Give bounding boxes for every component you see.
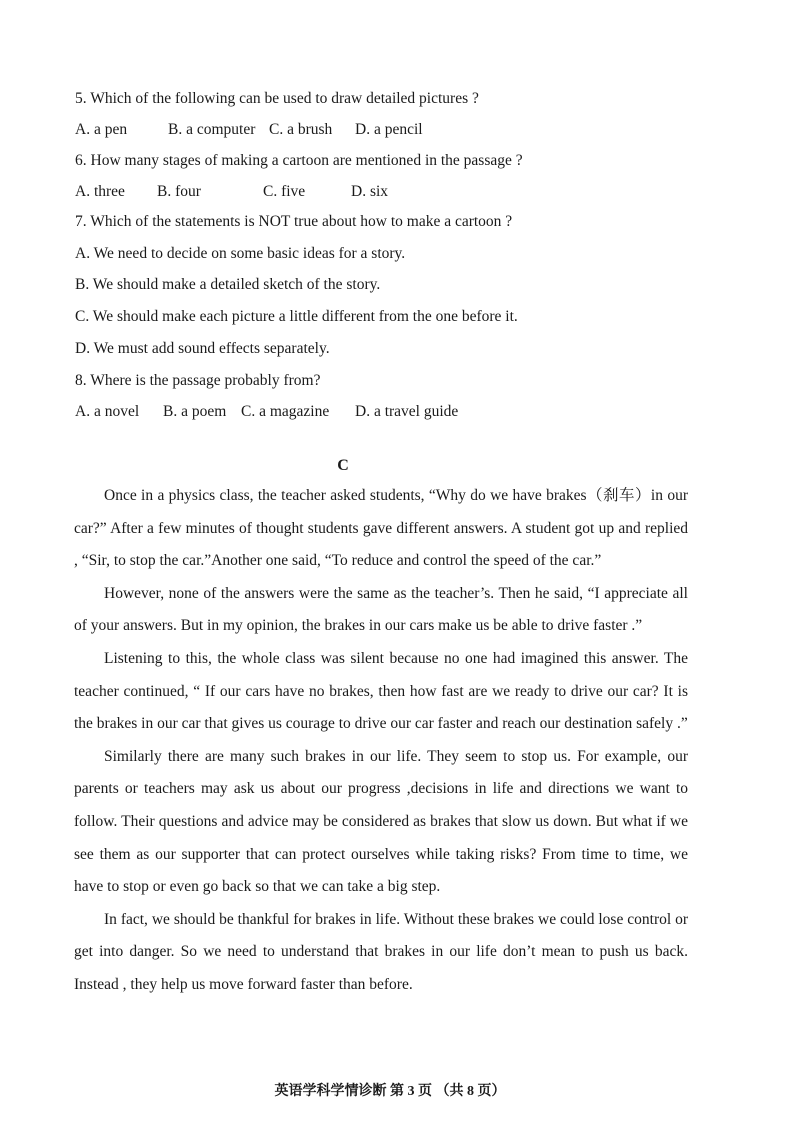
option-d: D. a pencil <box>355 121 423 138</box>
paragraph-3: Listening to this, the whole class was silent because no one had imagined this answer. The teacher continued, “ If our cars have no brakes, then how fast are we ready to drive our car? It is the brakes in our car that gives us courage to drive our car faster and reach our destination safely .” <box>74 649 688 733</box>
option-a: A. a pen <box>75 121 128 138</box>
section-heading: C <box>337 457 349 474</box>
option-b: B. four <box>157 183 201 200</box>
question-6-options <box>75 183 388 201</box>
question-5-options <box>75 121 423 139</box>
question-6-stem: 6. How many stages of making a cartoon are mentioned in the passage ? <box>75 152 523 169</box>
option-b: B. a poem <box>163 403 227 420</box>
paragraph-2: However, none of the answers were the same as the teacher’s. Then he said, “I appreciate all of your answers. But in my opinion, the brakes in our cars make us be able to drive faster .” <box>74 584 688 635</box>
option-a: A. a novel <box>75 403 140 420</box>
question-7-option-a: A. We need to decide on some basic ideas for a story. <box>75 245 406 262</box>
option-a: A. three <box>75 183 125 200</box>
paragraph-4: Similarly there are many such brakes in our life. They seem to stop us. For example, our parents or teachers may ask us about our progress ,decisions in life and directions we want to follow. Their questions and advice may be considered as brakes that slow us down. But what if we see them as our supporter that can protect ourselves while taking risks? From time to time, we have to stop or even go back so that we can take a big step. <box>74 747 688 896</box>
question-8-stem: 8. Where is the passage probably from? <box>75 372 321 389</box>
option-c: C. a brush <box>269 121 333 138</box>
paragraph-5: In fact, we should be thankful for brakes in life. Without these brakes we could lose control or get into danger. So we need to understand that brakes in our life don’t mean to push us back. Instead , they help us move forward faster than before. <box>74 910 688 993</box>
question-5-stem: 5. Which of the following can be used to draw detailed pictures ? <box>75 90 479 107</box>
passage-c <box>74 480 688 1002</box>
paragraph-1: Once in a physics class, the teacher asked students, “Why do we have brakes（刹车）in our car?” After a few minutes of thought students gave different answers. A student got up and replied , “Sir, to stop the car.”Another one said, “To reduce and control the speed of the car.” <box>74 487 688 570</box>
question-7-option-c: C. We should make each picture a little different from the one before it. <box>75 308 518 325</box>
option-c: C. five <box>263 183 306 200</box>
option-b: B. a computer <box>168 121 256 138</box>
option-d: D. six <box>351 183 389 200</box>
question-7-stem: 7. Which of the statements is NOT true about how to make a cartoon ? <box>75 213 513 230</box>
question-8-options <box>75 403 458 421</box>
option-c: C. a magazine <box>241 403 330 420</box>
question-7-option-b: B. We should make a detailed sketch of the story. <box>75 276 381 293</box>
question-7-option-d: D. We must add sound effects separately. <box>75 340 330 357</box>
option-d: D. a travel guide <box>355 403 459 420</box>
page-footer: 英语学科学情诊断 第 3 页 （共 8 页） <box>274 1084 506 1099</box>
